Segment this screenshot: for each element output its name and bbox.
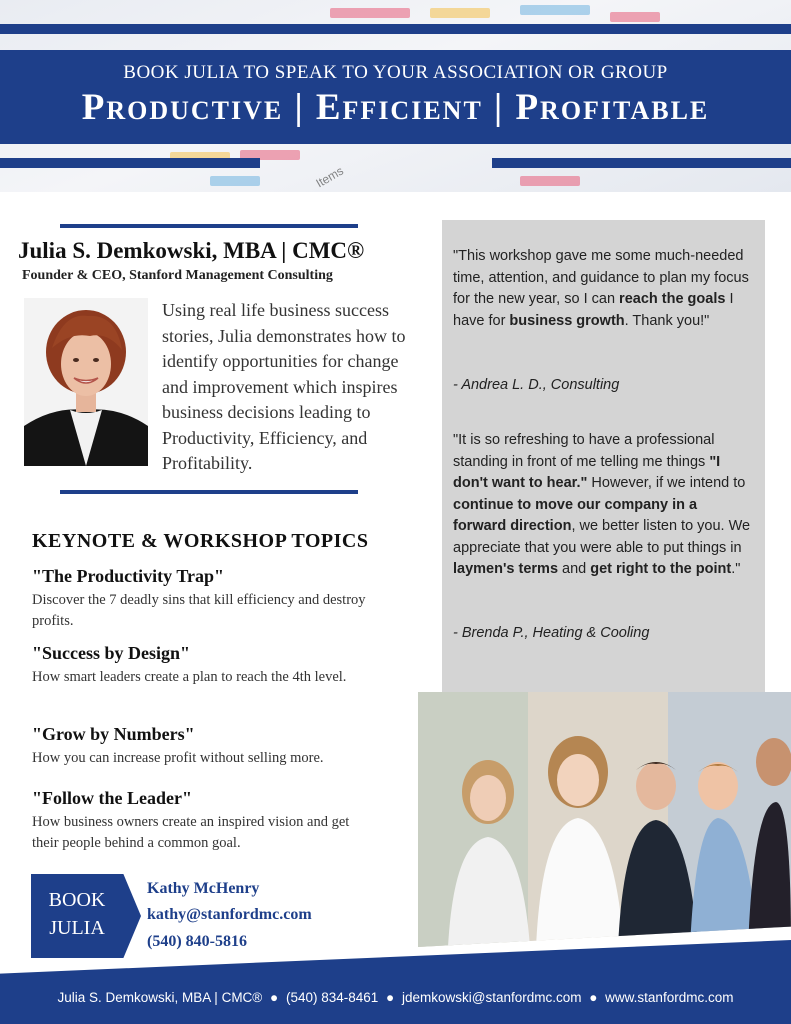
book-julia-label: BOOK JULIA bbox=[48, 889, 106, 939]
bullet-separator-icon: ● bbox=[270, 990, 279, 1005]
header-stripe-top bbox=[0, 24, 791, 34]
bullet-separator-icon: ● bbox=[386, 990, 395, 1005]
topic-title: "The Productivity Trap" bbox=[32, 566, 224, 586]
speaker-title: Founder & CEO, Stanford Management Consulting bbox=[22, 268, 333, 283]
background-document-text: Items bbox=[313, 163, 346, 191]
header-stripe-right bbox=[492, 158, 791, 168]
footer-website-link[interactable]: www.stanfordmc.com bbox=[605, 990, 734, 1005]
divider-top bbox=[60, 224, 358, 228]
testimonial-quote: "It is so refreshing to have a professional standing in front of me telling me things "I don't want to hear." However, if we intend to continue to move our company in a forward direction, we better listen to you. We appreciate that you were able to put things in laymen's terms and get right to the point." bbox=[453, 432, 751, 577]
topic-description: How you can increase profit without selling more. bbox=[32, 750, 324, 766]
testimonial-attribution: - Andrea L. D., Consulting bbox=[453, 377, 620, 393]
header-subtitle: BOOK JULIA TO SPEAK TO YOUR ASSOCIATION OR GROUP bbox=[123, 62, 668, 83]
contact-phone-link[interactable]: (540) 840-5816 bbox=[147, 933, 247, 950]
topic-description: Discover the 7 deadly sins that kill efficiency and destroy profits. bbox=[32, 592, 366, 629]
topic-description: How business owners create an inspired vision and get their people behind a common goal. bbox=[32, 814, 350, 851]
contact-name: Kathy McHenry bbox=[147, 880, 260, 897]
testimonial-quote: "This workshop gave me some much-needed time, attention, and guidance to plan my focus for the new year, so I can reach the goals I have for business growth. Thank you!" bbox=[453, 248, 749, 329]
footer-contact-line bbox=[0, 990, 791, 1005]
topic-description: How smart leaders create a plan to reach the 4th level. bbox=[32, 669, 347, 685]
contact-email-link[interactable]: kathy@stanfordmc.com bbox=[147, 906, 312, 923]
footer-phone-link[interactable]: (540) 834-8461 bbox=[285, 990, 379, 1005]
header-headline: Productive | Efficient | Profitable bbox=[81, 87, 710, 128]
footer-name: Julia S. Demkowski, MBA | CMC® bbox=[57, 990, 263, 1005]
footer-email-link[interactable]: jdemkowski@stanfordmc.com bbox=[401, 990, 582, 1005]
topic-title: "Follow the Leader" bbox=[32, 788, 192, 808]
speaker-bio: Using real life business success stories, Julia demonstrates how to identify opportunities for change and improvement which inspires business decisions leading to Productivity, Efficiency, and Profitability. bbox=[162, 300, 406, 473]
testimonial-attribution: - Brenda P., Heating & Cooling bbox=[453, 625, 650, 641]
header-stripe-left bbox=[0, 158, 260, 168]
speaker-name: Julia S. Demkowski, MBA | CMC® bbox=[18, 238, 365, 263]
divider-bottom bbox=[60, 490, 358, 494]
topics-heading: KEYNOTE & WORKSHOP TOPICS bbox=[32, 530, 369, 552]
speaker-portrait bbox=[24, 298, 148, 466]
book-julia-button[interactable] bbox=[31, 874, 141, 958]
bullet-separator-icon: ● bbox=[589, 990, 598, 1005]
topic-title: "Grow by Numbers" bbox=[32, 724, 195, 744]
topic-title: "Success by Design" bbox=[32, 643, 191, 663]
workshop-audience-photo bbox=[418, 692, 791, 947]
